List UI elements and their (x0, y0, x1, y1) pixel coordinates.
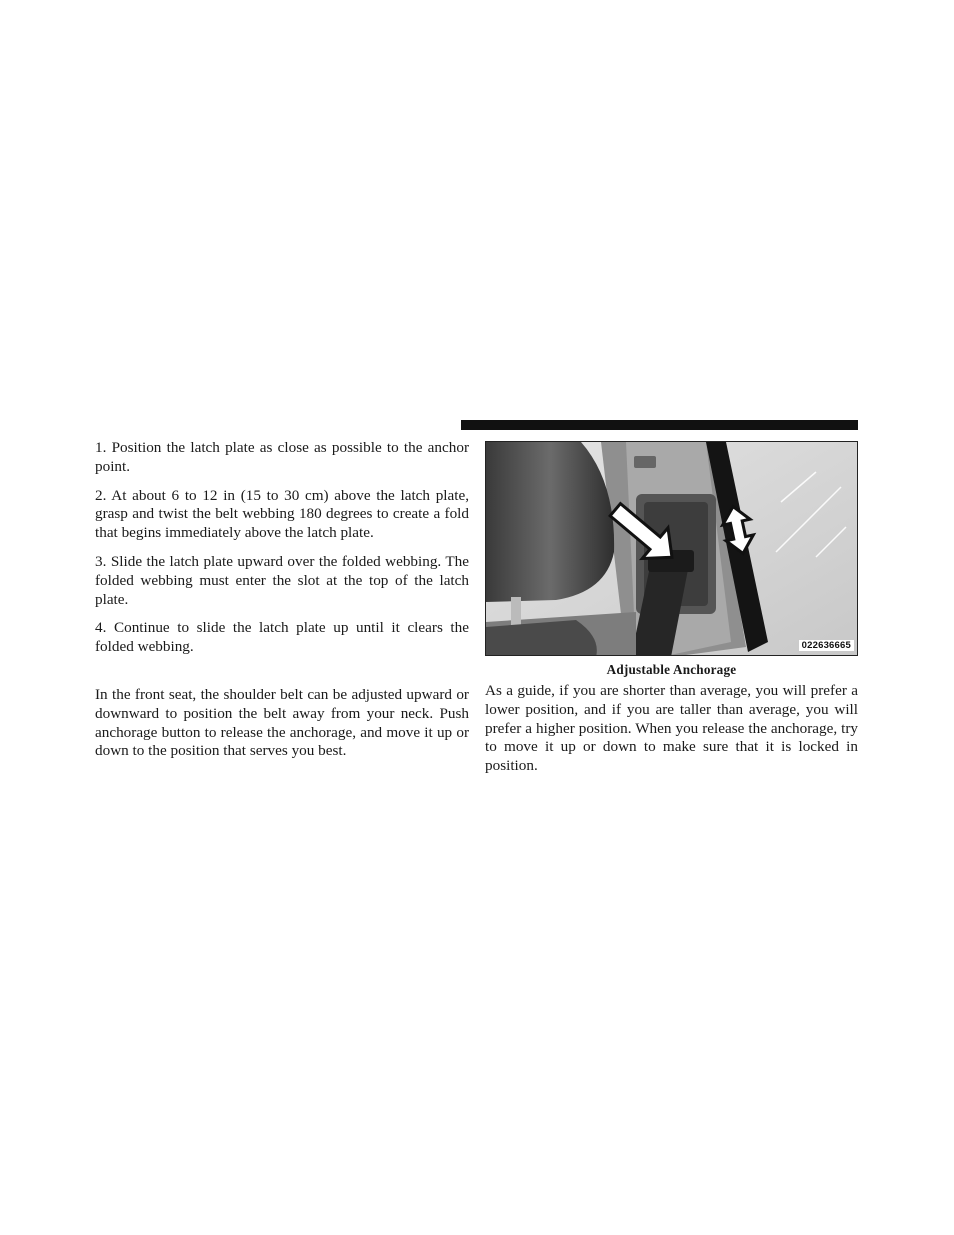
figure-caption: Adjustable Anchorage (606, 662, 737, 677)
figure-id-label: 022636665 (799, 640, 854, 651)
step-1: 1. Position the latch plate as close as possible to the anchor point. (95, 439, 469, 475)
anchorage-illustration (486, 442, 858, 656)
step-2: 2. At about 6 to 12 in (15 to 30 cm) above the latch plate, grasp and twist the belt webbing 180 degrees to create a fold that begins immediately above the latch plate. (95, 486, 469, 542)
right-column (485, 682, 858, 786)
shoulder-belt-paragraph: In the front seat, the shoulder belt can be adjusted upward or downward to position the belt away from your neck. Push anchorage button to release the anchorage, and move it up or down to the position that serves you best. (95, 685, 469, 760)
section-header-bar (461, 420, 858, 430)
spacer (95, 667, 469, 686)
height-guide-paragraph: As a guide, if you are shorter than average, you will prefer a lower position, and if you are taller than average, you will prefer a higher position. When you release the anchorage, try to move it up or down to make sure that it is locked in position. (485, 682, 858, 775)
step-4: 4. Continue to slide the latch plate up until it clears the folded webbing. (95, 619, 469, 656)
adjustable-anchorage-figure (485, 441, 858, 656)
step-3: 3. Slide the latch plate upward over the folded webbing. The folded webbing must enter the slot at the top of the latch plate. (95, 552, 469, 608)
left-column (95, 439, 469, 771)
